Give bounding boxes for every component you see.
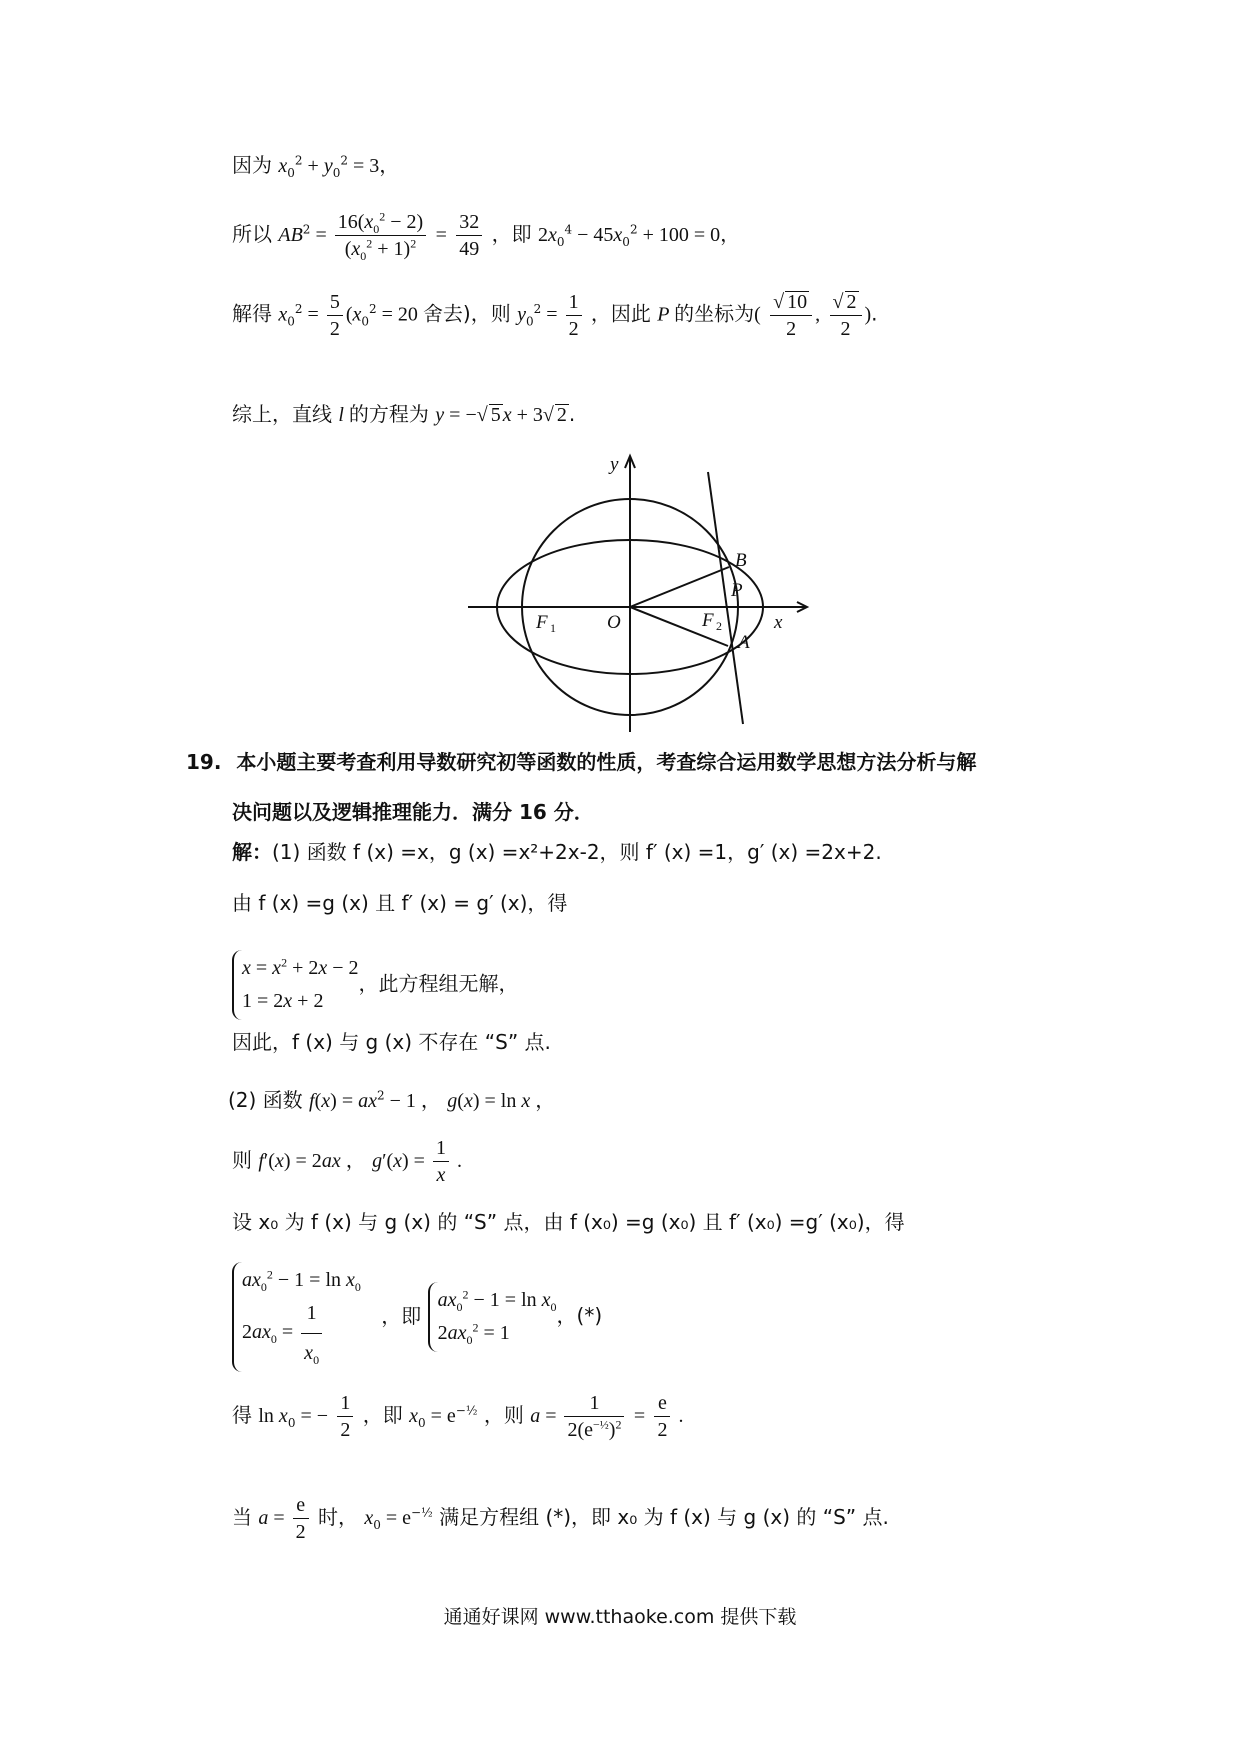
text: 综上，直线 [232, 402, 332, 426]
eq-line-4: 综上，直线 l 的方程为 y = −√ 5 x + 3√ 2 . [232, 402, 576, 426]
q19-system-2: $ax_0^2 - 1 = \ln x_0$ $2ax_0$ = $\frac{1}{x_0}$ ，即 $ax_0^2 - 1 = \ln x_0$ $2ax_0^2 = 1$ ，(*) [232, 1262, 602, 1372]
q19-s5: (2) 函数 $f(x) = ax^2 - 1$ ， g(x) = ln x ， [228, 1088, 556, 1112]
text: (1) 函数 f (x) =x，g (x) =x²+2x-2，则 f′ (x) =1，g′ (x) =2x+2. [272, 840, 882, 864]
label-A: A [738, 632, 750, 653]
q19-number: 19. [186, 750, 222, 774]
text: 的坐标为 [674, 301, 755, 326]
text: (2) 函数 [228, 1088, 303, 1112]
q19-s2 [232, 893, 567, 913]
text: 决问题以及逻辑推理能力．满分 16 分． [232, 800, 594, 824]
text: ， [379, 153, 400, 177]
q19-s7 [232, 1212, 905, 1232]
text: 解得 [232, 301, 272, 326]
footer-source: 通通好课网 www.tthaoke.com 提供下载 [443, 1606, 797, 1628]
text: ，即 [491, 222, 532, 246]
q19-heading-2 [232, 802, 594, 822]
text: 的方程为 [348, 402, 429, 426]
text: ，则 [483, 1403, 524, 1427]
text: 则 [232, 1148, 252, 1172]
label-P: P [731, 580, 743, 601]
label-F1: F [536, 612, 548, 633]
q19-system-1: $x = x^2 + 2x - 2$ 1 = 2x + 2 ，此方程组无解， [232, 950, 519, 1020]
text: ，即 [381, 1303, 422, 1328]
text: 舍去)，则 [422, 301, 511, 326]
text: 满足方程组 (*)，即 x₀ 为 f (x) 与 g (x) 的 “S” 点. [439, 1505, 889, 1529]
q19-s10: 当 a = $\frac{e}{2}$ 时， $x_0 = e^{-\frac{1}{2}}$ 满足方程组 (*)，即 x₀ 为 f (x) 与 g (x) 的 “S” 点. [232, 1494, 889, 1543]
label-F2: F [702, 610, 714, 631]
eq-line-1: 因为 $x_0^2 + y_0^2 = 3$， [232, 153, 400, 180]
segment-OB [630, 567, 729, 607]
text: 设 x₀ 为 f (x) 与 g (x) 的 “S” 点，由 f (x₀) =g (x₀) 且 f′ (x₀) =g′ (x₀)，得 [232, 1210, 905, 1234]
text: 由 f (x) =g (x) 且 f′ (x) = g′ (x)，得 [232, 891, 568, 915]
text: . [568, 402, 576, 426]
label-x: x [774, 612, 783, 633]
text: 得 [232, 1403, 252, 1427]
text: ，(*) [556, 1303, 603, 1328]
q19-s1 [232, 842, 882, 862]
label-B: B [735, 550, 747, 571]
text: 时， [318, 1505, 358, 1529]
ellipse-circle-figure [460, 450, 820, 740]
q19-s9: 得 $\ln x_0$ = − $\frac{1}{2}$ ，即 $x_0 = e^{-\frac{1}{2}}$ ，则 a = $\frac{1}{2(e^{-\frac{1}{2}})^2}$ = $\frac{e}{2}$ . [232, 1392, 684, 1441]
text: 所以 [232, 222, 272, 246]
label-O: O [607, 612, 621, 633]
text: 当 [232, 1505, 252, 1529]
text: 因为 [232, 153, 272, 177]
text: 本小题主要考查利用导数研究初等函数的性质，考查综合运用数学思想方法分析与解 [236, 750, 977, 774]
label-y: y [610, 454, 619, 475]
text: ，因此 [590, 301, 651, 326]
text: ，此方程组无解， [358, 971, 519, 996]
solution-label: 解： [232, 840, 272, 864]
svg-text:2: 2 [716, 619, 722, 633]
q19-s6: 则 f′(x) = 2ax ， g′(x) = $\frac{1}{x}$ . [232, 1137, 462, 1186]
svg-text:1: 1 [550, 621, 556, 635]
eq-line-2: 所以 $AB^2$ = $\frac{16(x_0^2 - 2)}{(x_0^2 + 1)^2}$ = $\frac{32}{49}$ ，即 $2x_0^4 - 45x_0^2 + 100 = 0$， [232, 209, 741, 263]
text: . [871, 301, 878, 326]
eq-line-3: 解得 $x_0^2$ = $\frac{5}{2}$ ($x_0^2 = 20$ 舍去)，则 $y_0^2$ = $\frac{1}{2}$ ，因此 P 的坐标为( $\frac{√ 10}{2}$ , $\frac{√ 2}{2}$ ). [232, 290, 878, 340]
text: ， [720, 222, 741, 246]
text: 因此，f (x) 与 g (x) 不存在 “S” 点. [232, 1030, 551, 1054]
q19-s4 [232, 1032, 551, 1052]
text: ，即 [362, 1403, 403, 1427]
q19-heading-1 [186, 752, 976, 772]
